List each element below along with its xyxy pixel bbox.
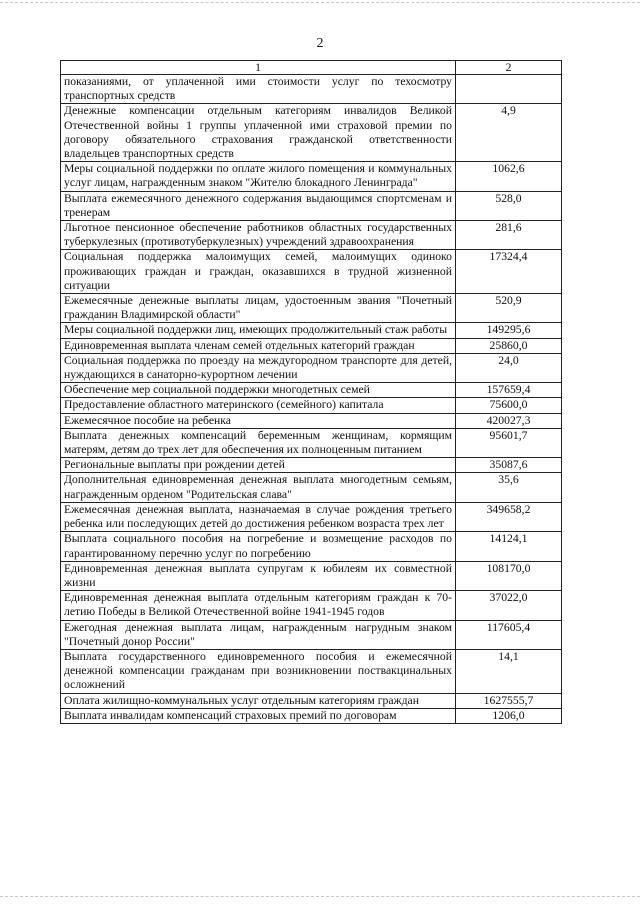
row-value: 35087,6 xyxy=(456,458,562,473)
row-description: Ежемесячные денежные выплаты лицам, удостоенным звания "Почетный гражданин Владимирской области" xyxy=(61,294,456,323)
row-value: 117605,4 xyxy=(456,620,562,649)
table-row xyxy=(61,383,562,398)
table-header-row xyxy=(61,61,562,75)
table-row xyxy=(61,428,562,457)
table-row xyxy=(61,294,562,323)
row-value: 149295,6 xyxy=(456,323,562,338)
row-description: Выплата государственного единовременного пособия и ежемесячной денежной компенсации гражданам при возникновении поствакцинальных осложнений xyxy=(61,649,456,693)
table-row xyxy=(61,473,562,502)
row-value: 520,9 xyxy=(456,294,562,323)
table-row xyxy=(61,104,562,162)
table-row xyxy=(61,398,562,413)
table-row xyxy=(61,250,562,294)
row-description: Предоставление областного материнского (семейного) капитала xyxy=(61,398,456,413)
row-description: Денежные компенсации отдельным категориям инвалидов Великой Отечественной войны 1 группы уплаченной ими страховой премии по договору обязательного страхования гражданской ответственности владельцев транспортных средств xyxy=(61,104,456,162)
row-description: Региональные выплаты при рождении детей xyxy=(61,458,456,473)
row-value: 4,9 xyxy=(456,104,562,162)
row-value: 157659,4 xyxy=(456,383,562,398)
table-row xyxy=(61,502,562,531)
row-value: 17324,4 xyxy=(456,250,562,294)
table-row xyxy=(61,221,562,250)
row-value: 1627555,7 xyxy=(456,693,562,708)
page-number: 2 xyxy=(316,36,324,51)
row-description: Единовременная выплата членам семей отдельных категорий граждан xyxy=(61,338,456,353)
row-description: Выплата инвалидам компенсаций страховых премий по договорам xyxy=(61,708,456,723)
row-value: 1206,0 xyxy=(456,708,562,723)
table-row xyxy=(61,591,562,620)
row-description: Ежемесячное пособие на ребенка xyxy=(61,413,456,428)
scan-edge-bottom xyxy=(0,896,640,898)
table-row xyxy=(61,693,562,708)
row-description: Выплата ежемесячного денежного содержания выдающимся спортсменам и тренерам xyxy=(61,191,456,220)
row-value: 528,0 xyxy=(456,191,562,220)
table-row xyxy=(61,353,562,382)
row-description: Дополнительная единовременная денежная выплата многодетным семьям, награжденным орденом "Родительская слава" xyxy=(61,473,456,502)
row-value: 1062,6 xyxy=(456,162,562,191)
row-description: Оплата жилищно-коммунальных услуг отдельным категориям граждан xyxy=(61,693,456,708)
row-description: Социальная поддержка малоимущих семей, малоимущих одиноко проживающих граждан и граждан, оказавшихся в трудной жизненной ситуации xyxy=(61,250,456,294)
row-value: 420027,3 xyxy=(456,413,562,428)
table-row xyxy=(61,532,562,561)
row-value: 75600,0 xyxy=(456,398,562,413)
row-value: 24,0 xyxy=(456,353,562,382)
row-description: Ежемесячная денежная выплата, назначаемая в случае рождения третьего ребенка или последующих детей до достижения ребенком возраста трех лет xyxy=(61,502,456,531)
column-header-1: 1 xyxy=(61,61,456,75)
row-description: Льготное пенсионное обеспечение работников областных государственных туберкулезных (противотуберкулезных) учреждений здравоохранения xyxy=(61,221,456,250)
table-row xyxy=(61,338,562,353)
row-value: 108170,0 xyxy=(456,561,562,590)
row-value: 14,1 xyxy=(456,649,562,693)
table-row xyxy=(61,191,562,220)
table-row xyxy=(61,75,562,104)
row-description: Единовременная денежная выплата отдельным категориям граждан к 70-летию Победы в Великой Отечественной войне 1941-1945 годов xyxy=(61,591,456,620)
row-description: Ежегодная денежная выплата лицам, награжденным нагрудным знаком "Почетный донор России" xyxy=(61,620,456,649)
row-description: Обеспечение мер социальной поддержки многодетных семей xyxy=(61,383,456,398)
row-description: Меры социальной поддержки по оплате жилого помещения и коммунальных услуг лицам, награжденным знаком "Жителю блокадного Ленинграда" xyxy=(61,162,456,191)
budget-table xyxy=(60,60,562,724)
table-row xyxy=(61,162,562,191)
row-description: Единовременная денежная выплата супругам к юбилеям их совместной жизни xyxy=(61,561,456,590)
row-value: 25860,0 xyxy=(456,338,562,353)
row-value: 37022,0 xyxy=(456,591,562,620)
table-row xyxy=(61,323,562,338)
row-description: Выплата социального пособия на погребение и возмещение расходов по гарантированному перечню услуг по погребению xyxy=(61,532,456,561)
row-value: 281,6 xyxy=(456,221,562,250)
table-body xyxy=(61,75,562,724)
row-description: Выплата денежных компенсаций беременным женщинам, кормящим матерям, детям до трех лет для обеспечения их полноценным питанием xyxy=(61,428,456,457)
table-row xyxy=(61,708,562,723)
table-row xyxy=(61,620,562,649)
table-row xyxy=(61,561,562,590)
row-value xyxy=(456,75,562,104)
column-header-2: 2 xyxy=(456,61,562,75)
row-value: 14124,1 xyxy=(456,532,562,561)
scan-edge-top xyxy=(0,2,640,4)
row-value: 95601,7 xyxy=(456,428,562,457)
table-row xyxy=(61,413,562,428)
row-description: Меры социальной поддержки лиц, имеющих продолжительный стаж работы xyxy=(61,323,456,338)
row-value: 349658,2 xyxy=(456,502,562,531)
table-row xyxy=(61,649,562,693)
row-description: Социальная поддержка по проезду на междугородном транспорте для детей, нуждающихся в санаторно-курортном лечении xyxy=(61,353,456,382)
row-value: 35,6 xyxy=(456,473,562,502)
row-description: показаниями, от уплаченной ими стоимости услуг по техосмотру транспортных средств xyxy=(61,75,456,104)
table-row xyxy=(61,458,562,473)
